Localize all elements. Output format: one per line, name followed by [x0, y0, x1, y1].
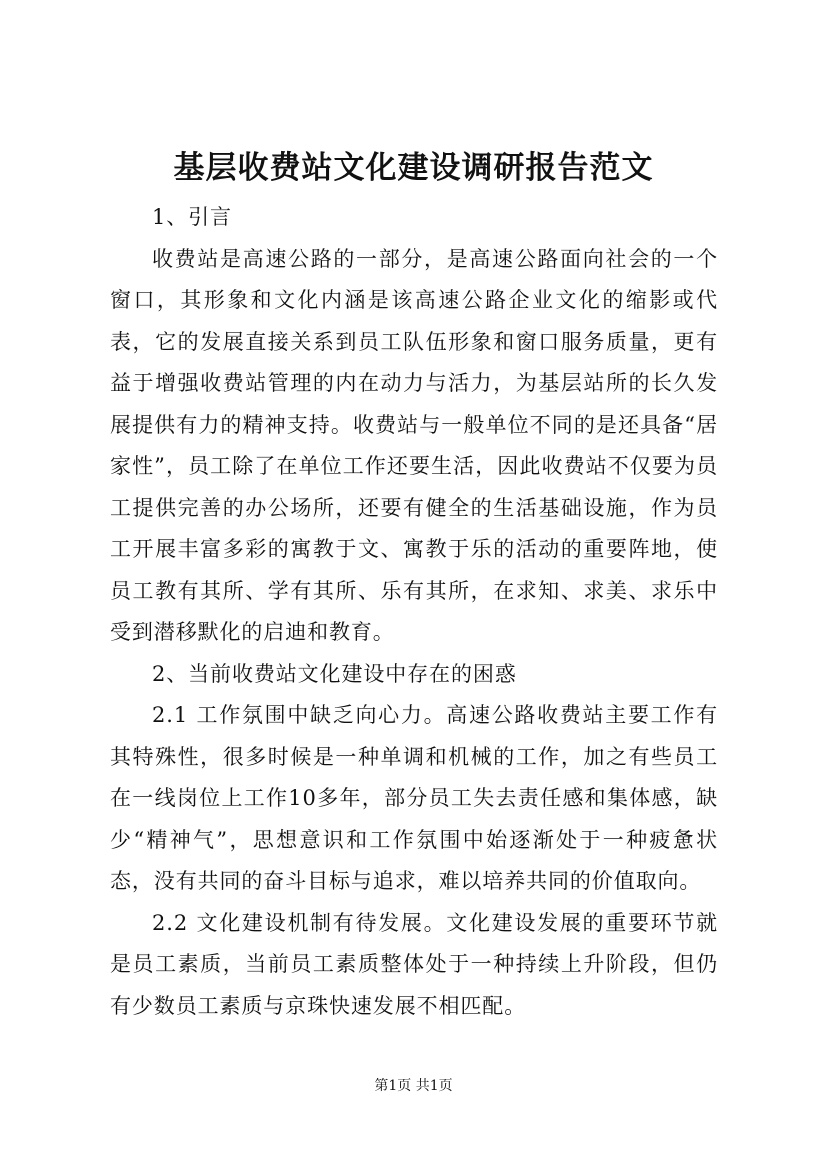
- section-heading-confusion: 2、当前收费站文化建设中存在的困惑: [152, 661, 517, 686]
- paragraph-intro: 收费站是高速公路的一部分，是高速公路面向社会的一个窗口，其形象和文化内涵是该高速公路企业文化的缩影或代表，它的发展直接关系到员工队伍形象和窗口服务质量，更有益于增强收费站管理的内在动力与活力，为基层站所的长久发展提供有力的精神支持。收费站与一般单位不同的是还具备“居家性”，员工除了在单位工作还要生活，因此收费站不仅要为员工提供完善的办公场所，还要有健全的生活基础设施，作为员工开展丰富多彩的寓教于文、寓教于乐的活动的重要阵地，使员工教有其所、学有其所、乐有其所，在求知、求美、求乐中受到潜移默化的启迪和教育。: [110, 246, 718, 644]
- section-heading-intro: 1、引言: [152, 205, 232, 229]
- document-title: 基层收费站文化建设调研报告范文: [173, 150, 654, 186]
- paragraph-2-1: 2.1 工作氛围中缺乏向心力。高速公路收费站主要工作有其特殊性，很多时候是一种单调和机械的工作，加之有些员工在一线岗位上工作10多年，部分员工失去责任感和集体感，缺少“精神气”，思想意识和工作氛围中始逐渐处于一种疲惫状态，没有共同的奋斗目标与追求，难以培养共同的价值取向。: [110, 703, 718, 893]
- page-footer: 第1页 共1页: [374, 1078, 453, 1094]
- paragraph-2-2: 2.2 文化建设机制有待发展。文化建设发展的重要环节就是员工素质，当前员工素质整体处于一种持续上升阶段，但仍有少数员工素质与京珠快速发展不相匹配。: [110, 910, 718, 1018]
- document-body: [110, 197, 718, 1027]
